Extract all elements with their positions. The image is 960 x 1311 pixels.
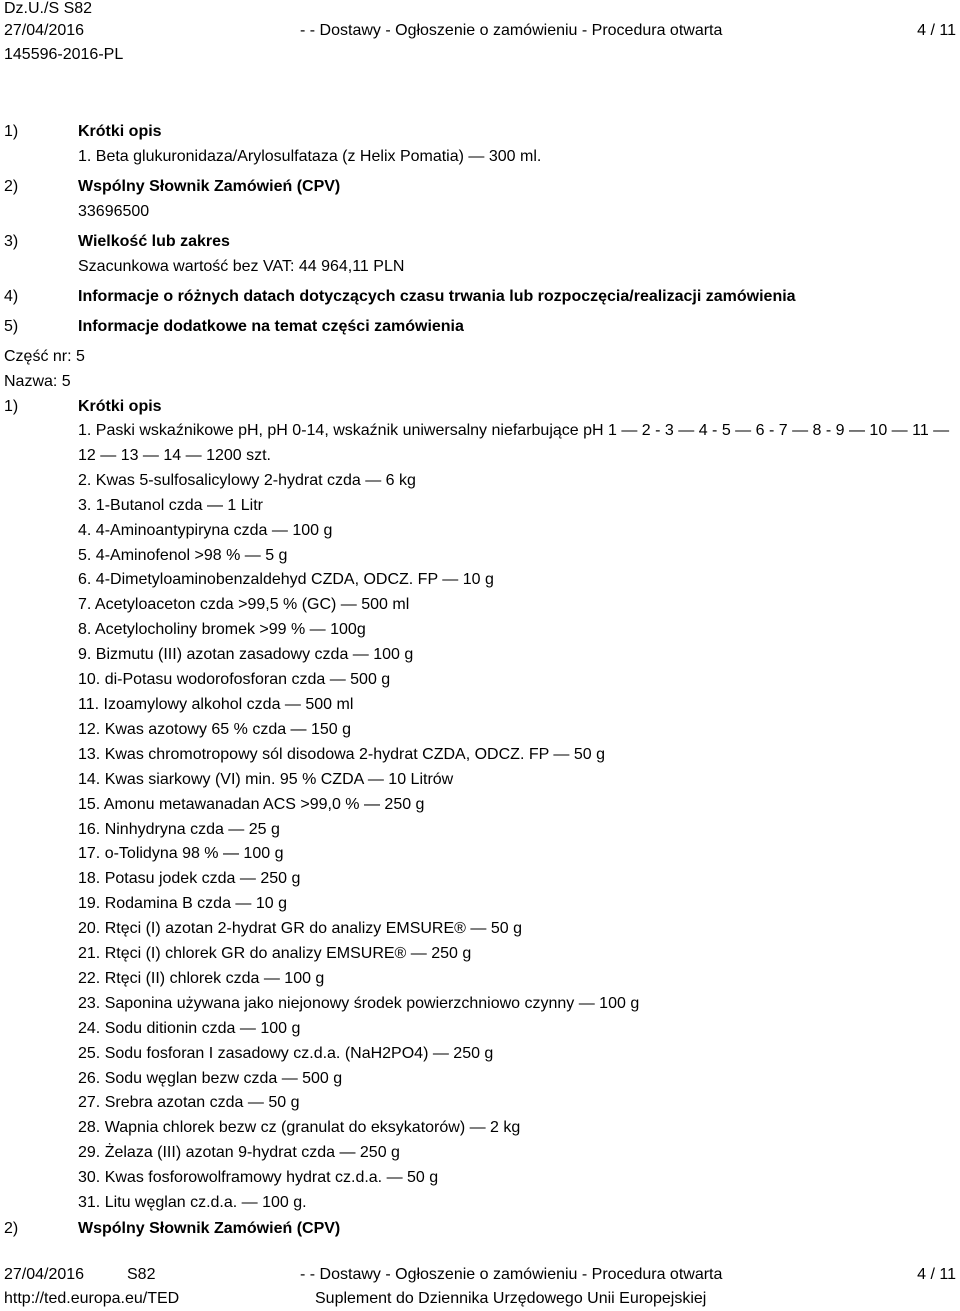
header-page: 4 / 11 (917, 22, 956, 39)
list-item: 22. Rtęci (II) chlorek czda — 100 g (78, 969, 325, 987)
section-number: 3) (4, 233, 19, 250)
list-item: 8. Acetylocholiny bromek >99 % — 100g (78, 621, 366, 639)
list-item: 29. Żelaza (III) azotan 9-hydrat czda — 250 g (78, 1144, 400, 1162)
footer-row-1 (4, 1263, 956, 1287)
section-number: 2) (4, 1220, 19, 1237)
list-item: 20. Rtęci (I) azotan 2-hydrat GR do analizy EMSURE® — 50 g (78, 920, 522, 938)
list-item: 30. Kwas fosforowolframowy hydrat cz.d.a. — 50 g (78, 1169, 439, 1187)
list-item: 1. Paski wskaźnikowe pH, pH 0-14, wskaźnik uniwersalny niefarbujące pH 1 — 2 - 3 — 4 - 5 — 6 - 7 — 8 - 9 — 10 — 11 — 12 — 13 — 14 — 1200 szt. (78, 422, 950, 464)
header-row-1 (4, 0, 956, 20)
list-item: 27. Srebra azotan czda — 50 g (78, 1094, 300, 1112)
journal-ref: Dz.U./S S82 (4, 0, 93, 17)
header-row-3 (4, 44, 956, 66)
list-item: 15. Amonu metawanadan ACS >99,0 % — 250 g (78, 795, 425, 813)
list-item: 11. Izoamylowy alkohol czda — 500 ml (78, 695, 354, 713)
list-item: 24. Sodu ditionin czda — 100 g (78, 1019, 301, 1037)
list-item: 16. Ninhydryna czda — 25 g (78, 820, 280, 838)
list-item: 12. Kwas azotowy 65 % czda — 150 g (78, 720, 352, 738)
list-item: 10. di-Potasu wodorofosforan czda — 500 g (78, 671, 391, 689)
list-item: 18. Potasu jodek czda — 250 g (78, 870, 301, 888)
footer-url[interactable]: http://ted.europa.eu/TED (4, 1290, 180, 1307)
section-dates (4, 284, 956, 309)
estimated-value: Szacunkowa wartość bez VAT: 44 964,11 PLN (78, 258, 405, 275)
list-item: 17. o-Tolidyna 98 % — 100 g (78, 845, 284, 863)
list-item: 6. 4-Dimetyloaminobenzaldehyd CZDA, ODCZ. FP — 10 g (78, 571, 494, 589)
list-item: 19. Rodamina B czda — 10 g (78, 895, 288, 913)
document-body (4, 119, 956, 1241)
footer-date: 27/04/2016 (4, 1266, 85, 1283)
list-item: 5. 4-Aminofenol >98 % — 5 g (78, 546, 288, 564)
section-scope (4, 229, 956, 254)
section-title: Informacje o różnych datach dotyczących czasu trwania lub rozpoczęcia/realizacji zamówienia (78, 288, 796, 305)
list-item: 23. Saponina używana jako niejonowy środek powierzchniowo czynny — 100 g (78, 994, 640, 1012)
list-item: 21. Rtęci (I) chlorek GR do analizy EMSURE® — 250 g (78, 945, 472, 963)
footer-issue: S82 (127, 1266, 156, 1283)
section-title: Informacje dodatkowe na temat części zamówienia (78, 318, 464, 335)
section-cpv (4, 174, 956, 199)
list-item: 7. Acetyloaceton czda >99,5 % (GC) — 500 ml (78, 596, 410, 614)
list-item: 25. Sodu fosforan I zasadowy cz.d.a. (NaH2PO4) — 250 g (78, 1044, 494, 1062)
list-item: 4. 4-Aminoantypiryna czda — 100 g (78, 521, 333, 539)
footer-page: 4 / 11 (917, 1266, 956, 1283)
list-item: 13. Kwas chromotropowy sól disodowa 2-hydrat CZDA, ODCZ. FP — 50 g (78, 745, 606, 763)
footer-publisher: Suplement do Dziennika Urzędowego Unii Europejskiej (315, 1290, 707, 1307)
page-footer (4, 1263, 956, 1311)
section-number: 5) (4, 318, 19, 335)
page-header (4, 0, 956, 70)
footer-row-2 (4, 1287, 956, 1311)
list-item: 26. Sodu węglan bezw czda — 500 g (78, 1069, 343, 1087)
section-number: 2) (4, 178, 19, 195)
section-number: 1) (4, 398, 19, 415)
list-item: 3. 1-Butanol czda — 1 Litr (78, 496, 263, 514)
section-title: Krótki opis (78, 123, 162, 140)
section-title: Krótki opis (78, 398, 162, 415)
part-number: Część nr: 5 (4, 348, 85, 365)
header-title: - - Dostawy - Ogłoszenie o zamówieniu - Procedura otwarta (300, 22, 723, 39)
section-short-description (4, 119, 956, 144)
section-number: 4) (4, 288, 19, 305)
footer-title: - - Dostawy - Ogłoszenie o zamówieniu - Procedura otwarta (300, 1266, 723, 1283)
list-item: 28. Wapnia chlorek bezw cz (granulat do eksykatorów) — 2 kg (78, 1119, 521, 1137)
section-short-description (4, 394, 956, 419)
header-row-2 (4, 20, 956, 42)
list-item: 9. Bizmutu (III) azotan zasadowy czda — 100 g (78, 646, 414, 664)
section-number: 1) (4, 123, 19, 140)
items-list (4, 419, 956, 1216)
list-item: 2. Kwas 5-sulfosalicylowy 2-hydrat czda — 6 kg (78, 471, 416, 489)
header-date: 27/04/2016 (4, 22, 85, 39)
part-name: Nazwa: 5 (4, 373, 71, 390)
list-item: 14. Kwas siarkowy (VI) min. 95 % CZDA — 10 Litrów (78, 770, 454, 788)
section-title: Wielkość lub zakres (78, 233, 230, 250)
short-description-text: 1. Beta glukuronidaza/Arylosulfataza (z Helix Pomatia) — 300 ml. (78, 148, 542, 165)
section-cpv (4, 1216, 956, 1241)
list-item: 31. Litu węglan cz.d.a. — 100 g. (78, 1194, 307, 1212)
cpv-code: 33696500 (78, 203, 150, 220)
section-title: Wspólny Słownik Zamówień (CPV) (78, 1220, 341, 1237)
section-title: Wspólny Słownik Zamówień (CPV) (78, 178, 341, 195)
document-id: 145596-2016-PL (4, 46, 124, 63)
section-additional-info (4, 314, 956, 339)
